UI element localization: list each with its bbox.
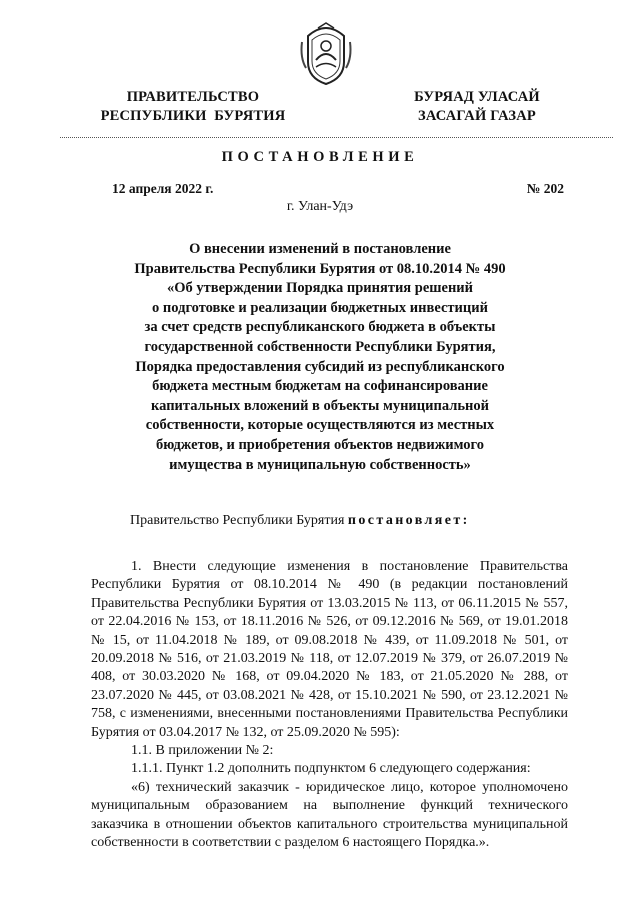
paragraph: 1.1.1. Пункт 1.2 дополнить подпунктом 6 следующего содержания:	[131, 761, 531, 777]
title-line: О внесении изменений в постановление	[189, 241, 451, 257]
document-number: № 202	[526, 181, 564, 196]
title-line: «Об утверждении Порядка принятия решений	[166, 280, 474, 297]
paragraph: 1.1. В приложении № 2:	[131, 743, 274, 759]
title-line: Порядка предоставления субсидий из республиканского	[135, 358, 505, 375]
title-line: бюджетов, и приобретения объектов недвижимого	[155, 436, 485, 453]
government-name-russian	[88, 88, 298, 126]
header-left-line-1: ПРАВИТЕЛЬСТВО	[126, 89, 260, 105]
government-name-buryat	[392, 88, 562, 126]
title-line: бюджета местным бюджетам на софинансирование	[152, 378, 488, 395]
document-title	[100, 240, 540, 475]
title-line: собственности, которые осуществляются из местных	[145, 417, 495, 434]
intro-statement	[130, 513, 470, 529]
title-line: за счет средств республиканского бюджета в объекты	[144, 319, 496, 336]
intro-text: Правительство Республики Бурятия	[130, 513, 348, 528]
coat-of-arms-emblem	[298, 22, 354, 88]
title-line: о подготовке и реализации бюджетных инвестиций	[152, 299, 488, 316]
title-line: капитальных вложений в объекты муниципальной	[151, 397, 489, 414]
header-left-line-2: РЕСПУБЛИКИ БУРЯТИЯ	[100, 108, 286, 124]
paragraph: 1. Внести следующие изменения в постановление Правительства Республики Бурятия от 08.10.2014 № 490 (в редакции постановлений Правительства Республики Бурятия от 13.03.2015 № 113, от 06.11.2015 № 557, от 22.04.2016 № 153, от 18.11.2016 № 526, от 09.12.2016 № 569, от 19.01.2018 № 15, от 11.04.2018 № 189, от 09.08.2018 № 439, от 11.09.2018 № 501, от 20.09.2018 № 516, от 21.03.2019 № 118, от 12.07.2019 № 379, от 26.07.2019 № 408, от 30.03.2020 № 168, от 09.04.2020 № 183, от 21.05.2020 № 288, от 23.07.2020 № 445, от 03.08.2021 № 428, от 15.10.2021 № 590, от 23.12.2021 № 758, с изменениями, внесенными постановлениями Правительства Республики Бурятия от 03.04.2017 № 132, от 25.09.2020 № 595):	[91, 559, 568, 740]
title-line: Правительства Республики Бурятия от 08.10.2014 № 490	[134, 260, 506, 277]
title-line: государственной собственности Республики Бурятия,	[144, 338, 496, 355]
document-date: 12 апреля 2022 г.	[112, 181, 214, 196]
header-divider	[60, 137, 613, 138]
document-city: г. Улан-Удэ	[286, 199, 354, 214]
header-right-line-2: ЗАСАГАЙ ГАЗАР	[418, 108, 536, 124]
intro-emphasis: постановляет:	[347, 513, 470, 528]
document-type-heading: ПОСТАНОВЛЕНИЕ	[221, 149, 419, 165]
title-line: имущества в муниципальную собственность»	[169, 456, 471, 473]
document-body	[91, 558, 568, 853]
paragraph: «6) технический заказчик - юридическое лицо, которое уполномочено муниципальным образованием на выполнение функций технического заказчика в отношении объектов капитального строительства муниципальной собственности в соответствии с разделом 6 настоящего Порядка.».	[91, 779, 568, 851]
header-right-line-1: БУРЯАД УЛАСАЙ	[414, 89, 540, 105]
